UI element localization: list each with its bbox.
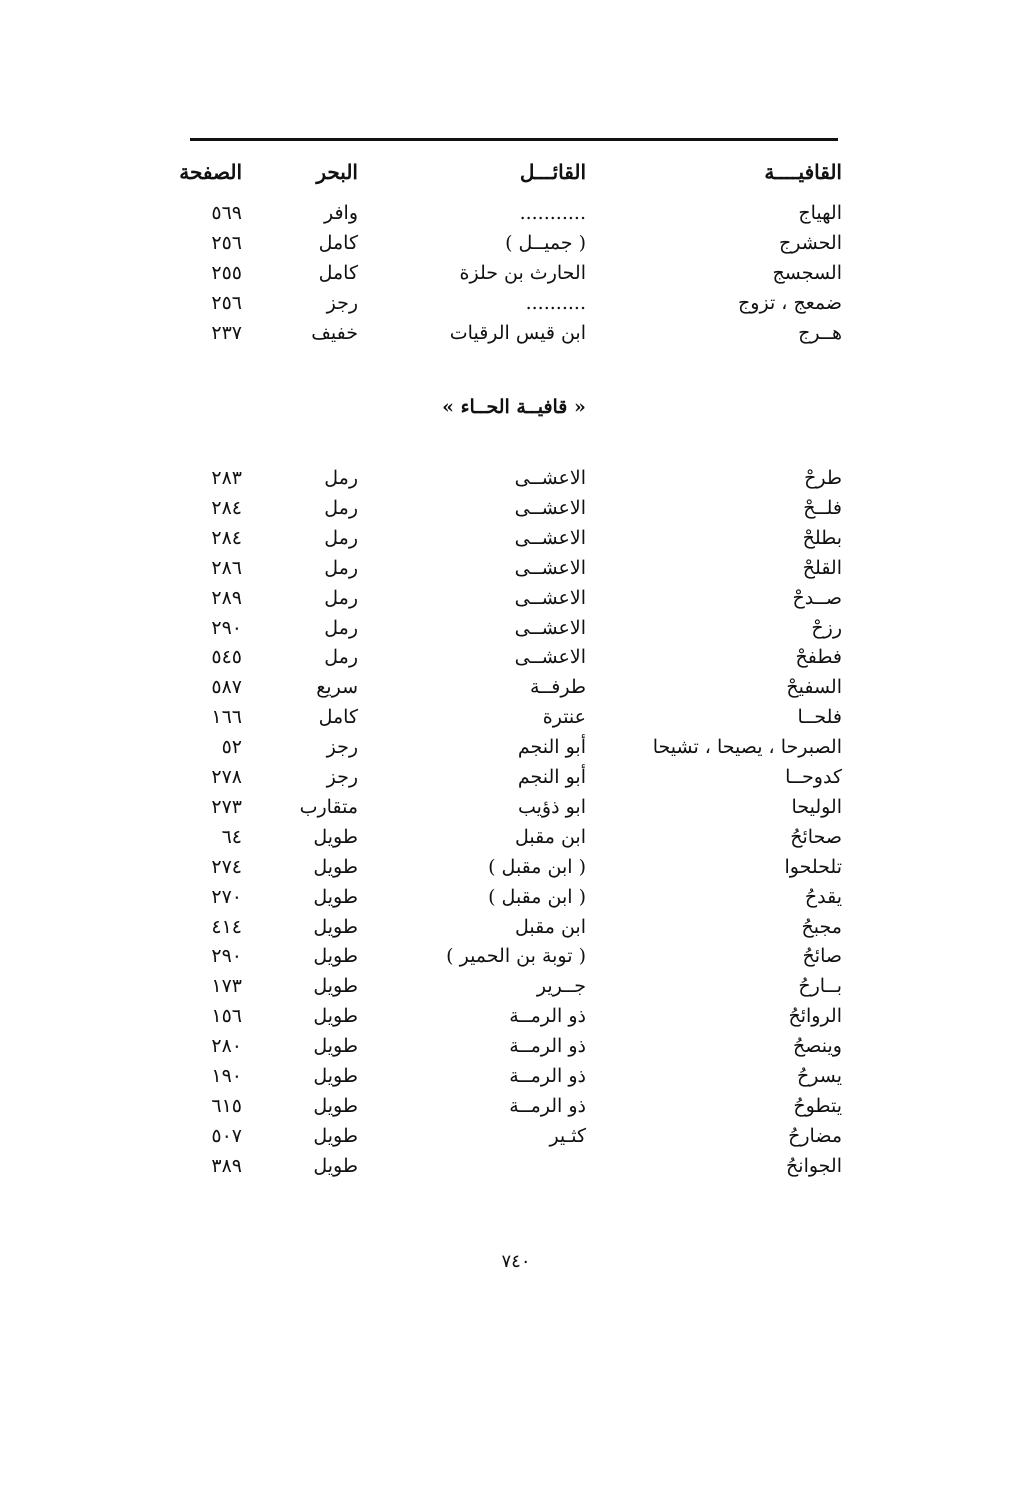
poet-cell: الاعشــى bbox=[514, 556, 586, 579]
rhyme-cell: صــدحْ bbox=[792, 586, 842, 609]
poet-cell: ذو الرمــة bbox=[509, 1005, 586, 1028]
page-cell: ٢٣٧ bbox=[211, 322, 242, 344]
meter-cell: طويل bbox=[313, 1005, 358, 1028]
table-row bbox=[186, 318, 842, 348]
poet-cell: ابو ذؤيب bbox=[517, 795, 586, 818]
table-row bbox=[186, 642, 842, 672]
rhyme-cell: الهياج bbox=[798, 202, 842, 224]
poet-cell: الاعشــى bbox=[514, 586, 586, 609]
rhyme-cell: السجسج bbox=[772, 262, 842, 284]
page-cell: ٢٨٦ bbox=[211, 556, 242, 579]
header-page: الصفحة bbox=[179, 160, 242, 184]
poet-cell: أبو النجم bbox=[517, 736, 586, 759]
meter-cell: طويل bbox=[313, 855, 358, 878]
poet-cell: عنترة bbox=[542, 706, 586, 729]
section-title-ha: « قافيــة الحــاء » bbox=[442, 396, 586, 418]
poet-cell: أبو النجم bbox=[517, 766, 586, 788]
meter-cell: رمل bbox=[324, 526, 358, 549]
meter-cell: طويل bbox=[313, 915, 358, 938]
table-row bbox=[186, 613, 842, 643]
meter-cell: رمل bbox=[324, 616, 358, 639]
table-row bbox=[186, 1031, 842, 1061]
page-cell: ٢٨٤ bbox=[211, 496, 242, 519]
rhyme-cell: الجوانحُ bbox=[786, 1154, 842, 1177]
meter-cell: سريع bbox=[316, 676, 358, 699]
poet-cell: الاعشــى bbox=[514, 646, 586, 669]
meter-cell: طويل bbox=[313, 1094, 358, 1117]
rhyme-cell: الصبرحا ، يصيحا ، تشيحا bbox=[652, 736, 842, 759]
page-cell: ٢٨٤ bbox=[211, 526, 242, 549]
meter-cell: وافر bbox=[323, 202, 358, 224]
poet-cell: ذو الرمــة bbox=[509, 1065, 586, 1087]
page-cell: ٢٧٤ bbox=[211, 855, 242, 878]
rhyme-cell: مضارحُ bbox=[788, 1124, 842, 1147]
poet-cell: ذو الرمــة bbox=[509, 1094, 586, 1117]
page-cell: ١٥٦ bbox=[211, 1005, 242, 1028]
table-row bbox=[186, 822, 842, 852]
poet-cell: الاعشــى bbox=[514, 496, 586, 519]
poet-cell: ابن قيس الرقيات bbox=[449, 322, 586, 344]
poet-cell: ابن مقبل bbox=[515, 915, 586, 938]
table-row bbox=[186, 971, 842, 1001]
table-row bbox=[186, 463, 842, 493]
table-row bbox=[186, 1091, 842, 1121]
page-cell: ٢٥٥ bbox=[211, 262, 242, 284]
poet-cell: ........... bbox=[519, 202, 586, 224]
page-cell: ٥٨٧ bbox=[211, 676, 242, 699]
table-row bbox=[186, 1121, 842, 1151]
top-rule bbox=[190, 138, 838, 141]
table-row bbox=[186, 228, 842, 258]
meter-cell: رجز bbox=[326, 292, 358, 314]
meter-cell: خفيف bbox=[311, 322, 358, 344]
table-row bbox=[186, 583, 842, 613]
meter-cell: طويل bbox=[313, 825, 358, 848]
page-cell: ٢٩٠ bbox=[211, 616, 242, 639]
meter-cell: طويل bbox=[313, 885, 358, 908]
table-row bbox=[186, 493, 842, 523]
page-cell: ٥٠٧ bbox=[211, 1124, 242, 1147]
rhyme-cell: فلــحْ bbox=[803, 496, 842, 519]
page-cell: ٦١٥ bbox=[211, 1094, 242, 1117]
poet-cell: ابن مقبل bbox=[515, 825, 586, 848]
rhyme-cell: صحائحُ bbox=[790, 825, 842, 848]
header-rhyme: القافيــــة bbox=[764, 160, 842, 184]
rhyme-cell: وينصحُ bbox=[793, 1035, 842, 1058]
rhyme-cell: فلحــا bbox=[797, 706, 842, 729]
rhyme-cell: مجبحُ bbox=[801, 915, 842, 938]
rhyme-cell: هــرج bbox=[798, 322, 842, 344]
meter-cell: كامل bbox=[318, 706, 358, 729]
page-cell: ٢٨٠ bbox=[211, 1035, 242, 1058]
page-cell: ٥٤٥ bbox=[211, 646, 242, 669]
page-cell: ٦٤ bbox=[221, 825, 242, 848]
table-row bbox=[186, 912, 842, 942]
table-row bbox=[186, 523, 842, 553]
poet-cell: الحارث بن حلزة bbox=[459, 262, 586, 284]
meter-cell: رمل bbox=[324, 556, 358, 579]
meter-cell: كامل bbox=[318, 232, 358, 254]
rhyme-cell: الروائحُ bbox=[788, 1005, 842, 1028]
rhyme-cell: تلحلحوا bbox=[784, 855, 842, 878]
rhyme-cell: فطفحْ bbox=[795, 646, 842, 669]
rhyme-cell: صائحُ bbox=[802, 945, 842, 968]
table-row bbox=[186, 1001, 842, 1031]
page-cell: ٢٧٣ bbox=[211, 795, 242, 818]
page-cell: ٥٢ bbox=[221, 736, 242, 759]
table-row bbox=[186, 941, 842, 971]
rhyme-cell: القلحْ bbox=[802, 556, 842, 579]
poet-cell: الاعشــى bbox=[514, 616, 586, 639]
meter-cell: رمل bbox=[324, 467, 358, 489]
page-cell: ١٩٠ bbox=[211, 1065, 242, 1087]
header-meter: البحر bbox=[316, 160, 358, 184]
meter-cell: رمل bbox=[324, 586, 358, 609]
meter-cell: متقارب bbox=[299, 795, 358, 818]
meter-cell: طويل bbox=[313, 1154, 358, 1177]
meter-cell: رجز bbox=[326, 766, 358, 788]
poet-cell: كثـير bbox=[549, 1124, 586, 1147]
table-row bbox=[186, 1151, 842, 1181]
table-row bbox=[186, 672, 842, 702]
poet-cell: طرفــة bbox=[529, 676, 586, 699]
rhyme-cell: رزحْ bbox=[811, 616, 842, 639]
rhyme-cell: ضمعج ، تزوج bbox=[738, 292, 842, 314]
table-row bbox=[186, 198, 842, 228]
page-cell: ٢٧٨ bbox=[211, 766, 242, 788]
rhyme-cell: بطلحْ bbox=[802, 526, 842, 549]
poet-cell: ذو الرمــة bbox=[509, 1035, 586, 1058]
meter-cell: طويل bbox=[313, 945, 358, 968]
rhyme-cell: يقدحُ bbox=[804, 885, 842, 908]
page-cell: ٢٥٦ bbox=[211, 292, 242, 314]
meter-cell: رمل bbox=[324, 646, 358, 669]
rhyme-cell: كدوحــا bbox=[785, 766, 842, 788]
table-row bbox=[186, 1061, 842, 1091]
page-cell: ١٧٣ bbox=[211, 975, 242, 998]
rhyme-cell: الحشرج bbox=[778, 232, 842, 254]
header-poet: القائـــل bbox=[519, 160, 586, 184]
rhyme-cell: السفيحْ bbox=[786, 676, 842, 699]
rhyme-cell: يتطوحُ bbox=[793, 1094, 842, 1117]
table-row bbox=[186, 288, 842, 318]
poet-cell: ( توبة بن الحمير ) bbox=[446, 945, 586, 968]
page-cell: ٢٧٠ bbox=[211, 885, 242, 908]
meter-cell: رمل bbox=[324, 496, 358, 519]
poet-cell: الاعشــى bbox=[514, 467, 586, 489]
rhyme-cell: طرحْ bbox=[804, 467, 842, 489]
table-row bbox=[186, 852, 842, 882]
poet-cell: ( جميــل ) bbox=[505, 232, 586, 254]
meter-cell: كامل bbox=[318, 262, 358, 284]
table-row bbox=[186, 882, 842, 912]
page-cell: ١٦٦ bbox=[211, 706, 242, 729]
page-cell: ٣٨٩ bbox=[211, 1154, 242, 1177]
meter-cell: طويل bbox=[313, 1035, 358, 1058]
poet-cell: .......... bbox=[525, 292, 586, 314]
table-row bbox=[186, 762, 842, 792]
meter-cell: طويل bbox=[313, 1065, 358, 1087]
rhyme-cell: يسرحُ bbox=[797, 1065, 842, 1087]
page-cell: ٤١٤ bbox=[211, 915, 242, 938]
page-cell: ٢٥٦ bbox=[211, 232, 242, 254]
rhyme-cell: بــارحُ bbox=[798, 975, 842, 998]
page-cell: ٢٩٠ bbox=[211, 945, 242, 968]
page-cell: ٢٨٣ bbox=[211, 467, 242, 489]
table-header bbox=[179, 157, 842, 187]
rhyme-cell: الوليحا bbox=[791, 795, 842, 818]
table-row bbox=[186, 732, 842, 762]
table-row bbox=[186, 553, 842, 583]
page-cell: ٢٨٩ bbox=[211, 586, 242, 609]
poet-cell: الاعشــى bbox=[514, 526, 586, 549]
table-row bbox=[186, 702, 842, 732]
poet-cell: جــرير bbox=[536, 975, 586, 998]
page-cell: ٥٦٩ bbox=[211, 202, 242, 224]
table-row bbox=[186, 792, 842, 822]
meter-cell: طويل bbox=[313, 1124, 358, 1147]
page-number: ٧٤٠ bbox=[501, 1251, 531, 1272]
meter-cell: رجز bbox=[326, 736, 358, 759]
poet-cell: ( ابن مقبل ) bbox=[488, 855, 586, 878]
meter-cell: طويل bbox=[313, 975, 358, 998]
poet-cell: ( ابن مقبل ) bbox=[488, 885, 586, 908]
table-row bbox=[186, 258, 842, 288]
